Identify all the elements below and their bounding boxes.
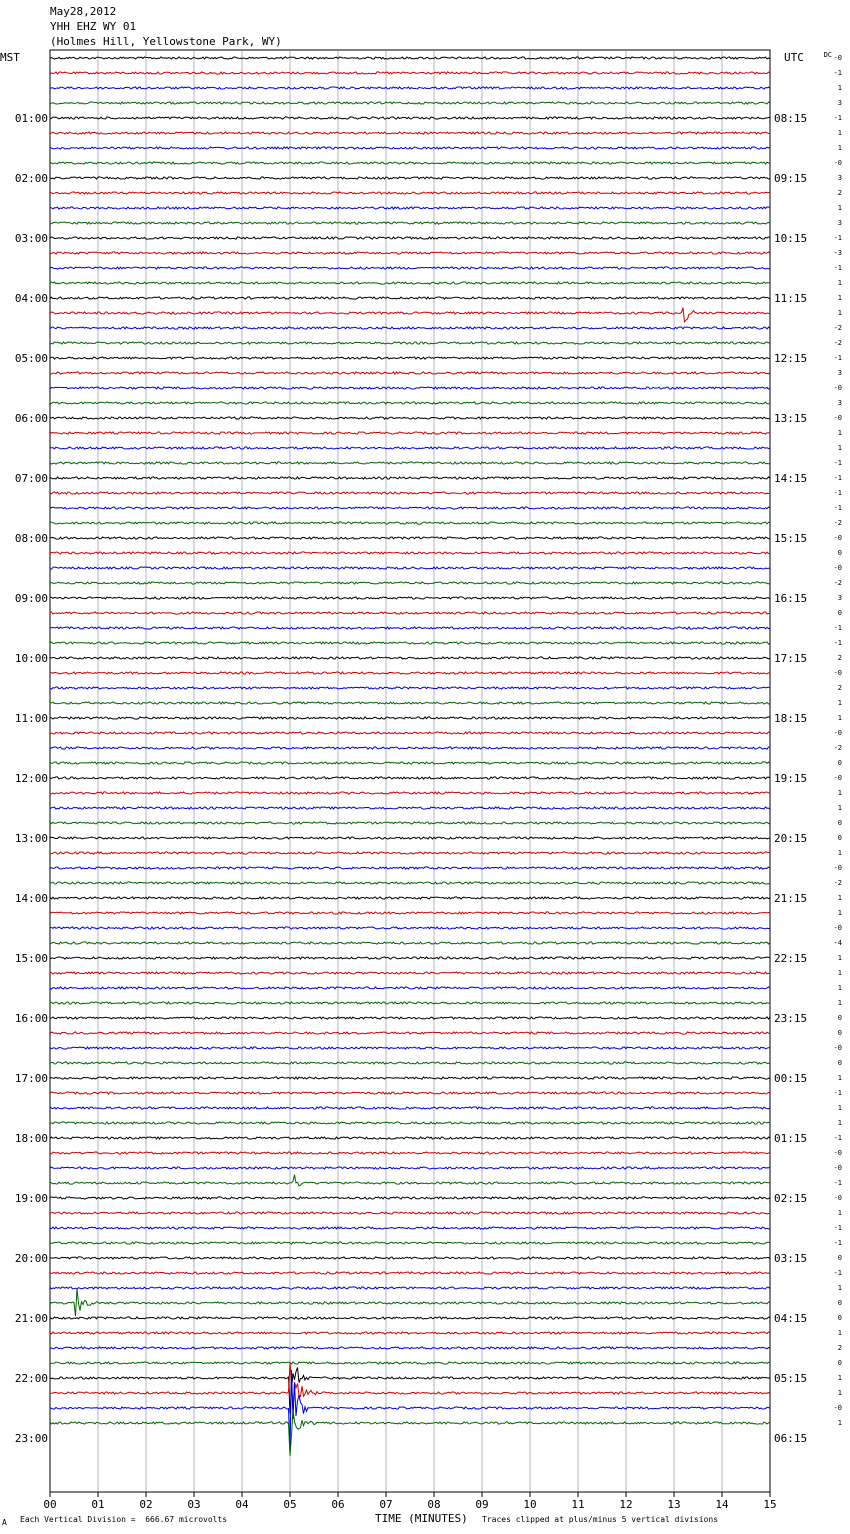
utc-hour-label: 21:15 — [774, 892, 808, 905]
utc-hour-label: 23:15 — [774, 1012, 808, 1025]
trace-line — [50, 597, 770, 599]
dc-offset-label: 2 — [837, 189, 842, 197]
dc-offset-label: 1 — [837, 129, 842, 137]
trace-line — [50, 1197, 770, 1199]
trace-line — [50, 222, 770, 224]
utc-hour-label: 03:15 — [774, 1252, 808, 1265]
trace-line — [50, 522, 770, 524]
utc-hour-label: 04:15 — [774, 1312, 808, 1325]
utc-hour-label: 01:15 — [774, 1132, 808, 1145]
utc-hour-label: 19:15 — [774, 772, 808, 785]
utc-hour-label: 14:15 — [774, 472, 808, 485]
dc-offset-label: 1 — [837, 144, 842, 152]
mst-hour-label: 22:00 — [14, 1372, 48, 1385]
trace-line — [50, 207, 770, 209]
trace-line — [50, 357, 770, 359]
trace-line — [50, 417, 770, 419]
dc-offset-label: 0 — [837, 759, 842, 767]
trace-line — [50, 792, 770, 794]
trace-line — [50, 1289, 770, 1317]
trace-line — [50, 1047, 770, 1049]
dc-offset-label: -0 — [833, 1404, 842, 1412]
utc-hour-label: 22:15 — [774, 952, 808, 965]
x-tick-label: 09 — [475, 1498, 489, 1511]
trace-line — [50, 1347, 770, 1349]
dc-offset-label: 1 — [837, 1419, 842, 1427]
dc-offset-label: 1 — [837, 909, 842, 917]
utc-hour-label: 11:15 — [774, 292, 808, 305]
trace-line — [50, 867, 770, 869]
utc-hour-label: 08:15 — [774, 112, 808, 125]
trace-line — [50, 192, 770, 194]
trace-line — [50, 837, 770, 839]
utc-hour-label: 20:15 — [774, 832, 808, 845]
dc-offset-label: 0 — [837, 1014, 842, 1022]
dc-offset-label: 0 — [837, 549, 842, 557]
trace-line — [50, 897, 770, 899]
dc-offset-label: -1 — [833, 624, 842, 632]
dc-offset-label: 1 — [837, 1374, 842, 1382]
trace-line — [50, 1367, 770, 1413]
trace-line — [50, 308, 770, 322]
mst-hour-label: 18:00 — [14, 1132, 48, 1145]
trace-line — [50, 1167, 770, 1169]
trace-line — [50, 672, 770, 674]
trace-line — [50, 1077, 770, 1079]
x-tick-label: 05 — [283, 1498, 297, 1511]
utc-hour-label: 06:15 — [774, 1432, 808, 1445]
dc-offset-label: 1 — [837, 279, 842, 287]
trace-line — [50, 687, 770, 689]
dc-offset-label: -0 — [833, 1149, 842, 1157]
trace-line — [50, 912, 770, 914]
dc-offset-label: -2 — [833, 324, 842, 332]
utc-axis-label: UTC — [784, 51, 804, 64]
mst-hour-label: 21:00 — [14, 1312, 48, 1325]
dc-offset-label: -4 — [833, 939, 842, 947]
trace-line — [50, 747, 770, 749]
mst-hour-label: 10:00 — [14, 652, 48, 665]
dc-offset-label: 0 — [837, 1314, 842, 1322]
dc-offset-label: -0 — [833, 729, 842, 737]
trace-line — [50, 942, 770, 944]
mst-hour-label: 15:00 — [14, 952, 48, 965]
trace-line — [50, 1362, 770, 1410]
dc-offset-label: -1 — [833, 1269, 842, 1277]
dc-offset-label: 2 — [837, 1344, 842, 1352]
header-date: May28,2012 — [50, 5, 117, 18]
dc-offset-label: -1 — [833, 504, 842, 512]
dc-offset-label: -1 — [833, 354, 842, 362]
trace-line — [50, 87, 770, 89]
trace-line — [50, 252, 770, 254]
dc-offset-label: -2 — [833, 579, 842, 587]
dc-offset-label: 3 — [837, 399, 842, 407]
x-tick-label: 03 — [187, 1498, 201, 1511]
dc-offset-label: 3 — [837, 219, 842, 227]
dc-offset-label: -0 — [833, 774, 842, 782]
dc-offset-label: -0 — [833, 864, 842, 872]
x-tick-label: 11 — [571, 1498, 585, 1511]
utc-hour-label: 17:15 — [774, 652, 808, 665]
trace-line — [50, 762, 770, 764]
dc-offset-label: -0 — [833, 414, 842, 422]
footer-scale: Each Vertical Division = 666.67 microvolts — [20, 1515, 228, 1524]
dc-offset-label: 0 — [837, 609, 842, 617]
trace-line — [50, 432, 770, 434]
trace-line — [50, 282, 770, 284]
trace-line — [50, 627, 770, 629]
trace-line — [50, 387, 770, 389]
trace-line — [50, 987, 770, 989]
dc-header: DC — [823, 51, 832, 59]
dc-offset-label: 1 — [837, 984, 842, 992]
mst-hour-label: 08:00 — [14, 532, 48, 545]
dc-offset-label: -2 — [833, 879, 842, 887]
trace-line — [50, 1092, 770, 1094]
x-tick-label: 04 — [235, 1498, 249, 1511]
trace-line — [50, 612, 770, 614]
dc-offset-label: 1 — [837, 294, 842, 302]
trace-line — [50, 1410, 770, 1456]
dc-offset-label: 1 — [837, 1284, 842, 1292]
trace-line — [50, 117, 770, 119]
x-tick-label: 07 — [379, 1498, 393, 1511]
dc-offset-label: 1 — [837, 849, 842, 857]
mst-hour-label: 06:00 — [14, 412, 48, 425]
dc-offset-label: -1 — [833, 264, 842, 272]
trace-line — [50, 822, 770, 824]
trace-line — [50, 447, 770, 449]
dc-offset-label: 2 — [837, 684, 842, 692]
trace-line — [50, 717, 770, 719]
dc-offset-label: 1 — [837, 429, 842, 437]
trace-line — [50, 1257, 770, 1259]
dc-offset-label: -1 — [833, 474, 842, 482]
dc-offset-label: -1 — [833, 234, 842, 242]
trace-line — [50, 1362, 770, 1364]
trace-line — [50, 237, 770, 239]
dc-offset-label: 1 — [837, 894, 842, 902]
dc-offset-label: -1 — [833, 1239, 842, 1247]
trace-line — [50, 1137, 770, 1139]
dc-offset-label: -0 — [833, 669, 842, 677]
trace-line — [50, 1317, 770, 1319]
dc-offset-label: 0 — [837, 1029, 842, 1037]
footer-mark: A — [2, 1518, 7, 1527]
x-tick-label: 08 — [427, 1498, 441, 1511]
x-tick-label: 01 — [91, 1498, 105, 1511]
utc-hour-label: 09:15 — [774, 172, 808, 185]
header-station: YHH EHZ WY 01 — [50, 20, 137, 33]
dc-offset-label: -1 — [833, 1089, 842, 1097]
trace-line — [50, 1287, 770, 1289]
mst-hour-label: 05:00 — [14, 352, 48, 365]
trace-line — [50, 537, 770, 539]
dc-offset-label: 1 — [837, 999, 842, 1007]
x-axis-label: TIME (MINUTES) — [375, 1512, 468, 1525]
trace-line — [50, 1107, 770, 1109]
dc-offset-label: 3 — [837, 594, 842, 602]
dc-offset-label: -0 — [833, 924, 842, 932]
mst-axis-label: MST — [0, 51, 20, 64]
utc-hour-label: 10:15 — [774, 232, 808, 245]
dc-offset-label: 3 — [837, 174, 842, 182]
trace-line — [50, 102, 770, 104]
x-tick-label: 02 — [139, 1498, 153, 1511]
mst-hour-label: 19:00 — [14, 1192, 48, 1205]
dc-offset-label: 1 — [837, 714, 842, 722]
utc-hour-label: 02:15 — [774, 1192, 808, 1205]
utc-hour-label: 05:15 — [774, 1372, 808, 1385]
dc-offset-label: -0 — [833, 1044, 842, 1052]
trace-line — [50, 777, 770, 779]
dc-offset-label: -3 — [833, 249, 842, 257]
trace-line — [50, 882, 770, 884]
trace-line — [50, 1272, 770, 1274]
dc-offset-label: 0 — [837, 1299, 842, 1307]
mst-hour-label: 17:00 — [14, 1072, 48, 1085]
dc-offset-label: 0 — [837, 1359, 842, 1367]
mst-hour-label: 12:00 — [14, 772, 48, 785]
trace-line — [50, 492, 770, 494]
trace-line — [50, 1152, 770, 1154]
mst-hour-label: 07:00 — [14, 472, 48, 485]
x-tick-label: 10 — [523, 1498, 537, 1511]
mst-hour-label: 03:00 — [14, 232, 48, 245]
dc-offset-label: 1 — [837, 1329, 842, 1337]
trace-line — [50, 1242, 770, 1244]
dc-offset-label: 1 — [837, 1074, 842, 1082]
x-tick-label: 12 — [619, 1498, 633, 1511]
dc-offset-label: 0 — [837, 834, 842, 842]
dc-offset-label: 1 — [837, 969, 842, 977]
plot-frame — [50, 50, 770, 1492]
dc-offset-label: 1 — [837, 204, 842, 212]
dc-offset-label: -1 — [833, 69, 842, 77]
trace-line — [50, 552, 770, 554]
header-location: (Holmes Hill, Yellowstone Park, WY) — [50, 35, 282, 48]
dc-offset-label: 1 — [837, 699, 842, 707]
utc-hour-label: 16:15 — [774, 592, 808, 605]
dc-offset-label: 1 — [837, 804, 842, 812]
utc-hour-label: 18:15 — [774, 712, 808, 725]
mst-hour-label: 16:00 — [14, 1012, 48, 1025]
dc-offset-label: -2 — [833, 744, 842, 752]
dc-offset-label: -1 — [833, 489, 842, 497]
dc-offset-label: 1 — [837, 444, 842, 452]
dc-offset-label: -0 — [833, 159, 842, 167]
mst-hour-label: 14:00 — [14, 892, 48, 905]
trace-line — [50, 807, 770, 809]
dc-offset-label: -1 — [833, 1224, 842, 1232]
dc-offset-label: -0 — [833, 534, 842, 542]
x-tick-label: 06 — [331, 1498, 345, 1511]
dc-offset-label: -1 — [833, 114, 842, 122]
dc-offset-label: -2 — [833, 519, 842, 527]
x-tick-label: 14 — [715, 1498, 729, 1511]
dc-offset-label: -0 — [833, 384, 842, 392]
trace-line — [50, 972, 770, 974]
trace-line — [50, 1175, 770, 1186]
x-tick-label: 00 — [43, 1498, 57, 1511]
dc-offset-label: 0 — [837, 1254, 842, 1262]
dc-offset-label: 1 — [837, 1104, 842, 1112]
dc-offset-label: -1 — [833, 459, 842, 467]
dc-offset-label: 3 — [837, 369, 842, 377]
dc-offset-label: -0 — [833, 1164, 842, 1172]
dc-offset-label: 1 — [837, 1119, 842, 1127]
trace-line — [50, 1122, 770, 1124]
trace-line — [50, 1062, 770, 1064]
trace-line — [50, 852, 770, 854]
trace-line — [50, 147, 770, 149]
mst-hour-label: 09:00 — [14, 592, 48, 605]
dc-offset-label: -0 — [833, 54, 842, 62]
trace-line — [50, 342, 770, 344]
trace-line — [50, 927, 770, 929]
dc-offset-label: 0 — [837, 819, 842, 827]
trace-line — [50, 1370, 770, 1450]
trace-line — [50, 1212, 770, 1214]
mst-hour-label: 02:00 — [14, 172, 48, 185]
utc-hour-label: 00:15 — [774, 1072, 808, 1085]
trace-line — [50, 1227, 770, 1229]
trace-line — [50, 567, 770, 569]
trace-line — [50, 1032, 770, 1034]
utc-hour-label: 15:15 — [774, 532, 808, 545]
trace-line — [50, 162, 770, 164]
dc-offset-label: 3 — [837, 99, 842, 107]
dc-offset-label: 0 — [837, 1059, 842, 1067]
footer-clip: Traces clipped at plus/minus 5 vertical divisions — [482, 1515, 719, 1524]
dc-offset-label: -1 — [833, 639, 842, 647]
dc-offset-label: 1 — [837, 1389, 842, 1397]
trace-line — [50, 1332, 770, 1334]
trace-line — [50, 327, 770, 329]
mst-hour-label: 11:00 — [14, 712, 48, 725]
trace-line — [50, 72, 770, 74]
trace-line — [50, 57, 770, 59]
trace-line — [50, 1017, 770, 1019]
dc-offset-label: 1 — [837, 954, 842, 962]
x-tick-label: 15 — [763, 1498, 777, 1511]
trace-line — [50, 642, 770, 644]
trace-line — [50, 702, 770, 704]
dc-offset-label: -0 — [833, 564, 842, 572]
mst-hour-label: 13:00 — [14, 832, 48, 845]
dc-offset-label: 1 — [837, 1209, 842, 1217]
trace-line — [50, 372, 770, 374]
trace-line — [50, 657, 770, 659]
utc-hour-label: 12:15 — [774, 352, 808, 365]
trace-line — [50, 957, 770, 959]
trace-line — [50, 297, 770, 299]
x-tick-label: 13 — [667, 1498, 681, 1511]
utc-hour-label: 13:15 — [774, 412, 808, 425]
mst-hour-label: 04:00 — [14, 292, 48, 305]
trace-line — [50, 177, 770, 179]
trace-line — [50, 402, 770, 404]
dc-offset-label: -1 — [833, 1134, 842, 1142]
mst-hour-label: 20:00 — [14, 1252, 48, 1265]
trace-line — [50, 267, 770, 269]
trace-line — [50, 477, 770, 479]
dc-offset-label: 2 — [837, 654, 842, 662]
mst-hour-label: 23:00 — [14, 1432, 48, 1445]
trace-line — [50, 132, 770, 134]
dc-offset-label: -2 — [833, 339, 842, 347]
trace-line — [50, 732, 770, 734]
trace-line — [50, 1002, 770, 1004]
trace-line — [50, 507, 770, 509]
dc-offset-label: -1 — [833, 1179, 842, 1187]
mst-hour-label: 01:00 — [14, 112, 48, 125]
dc-offset-label: 1 — [837, 789, 842, 797]
dc-offset-label: -0 — [833, 1194, 842, 1202]
dc-offset-label: 1 — [837, 84, 842, 92]
dc-offset-label: 1 — [837, 309, 842, 317]
trace-line — [50, 582, 770, 584]
trace-line — [50, 462, 770, 464]
